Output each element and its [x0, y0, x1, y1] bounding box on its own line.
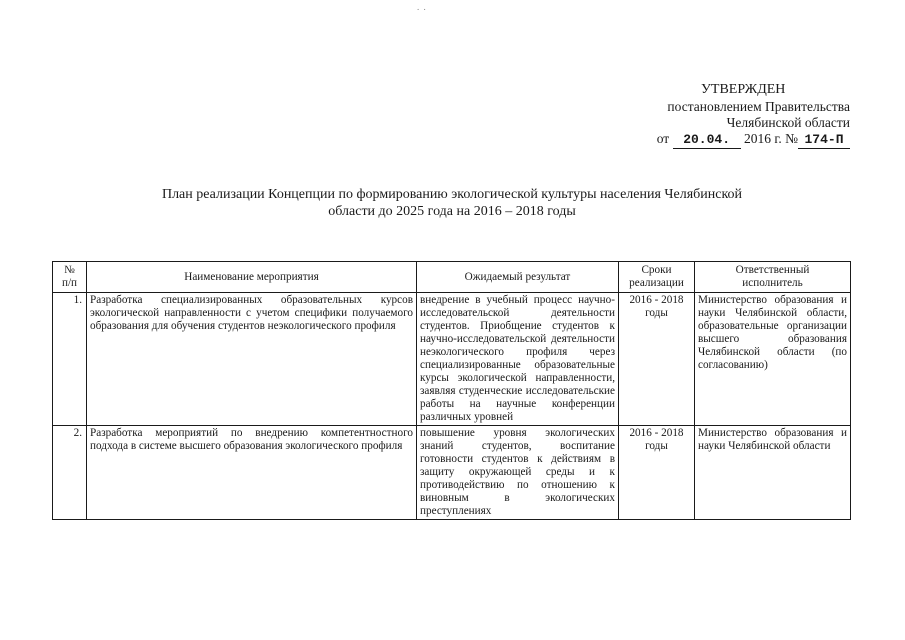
header-executor: Ответственный исполнитель [695, 262, 851, 293]
approval-stamp [600, 82, 850, 149]
row-name: Разработка специализированных образовательных курсов экологической направленности с учетом специфики получаемого образования для обучения студентов неэкологического профиля [87, 293, 417, 426]
header-name: Наименование мероприятия [87, 262, 417, 293]
row-name: Разработка мероприятий по внедрению компетентностного подхода в системе высшего образования экологического профиля [87, 426, 417, 520]
document-title-line-2: области до 2025 года на 2016 – 2018 годы [328, 204, 576, 219]
header-num: № п/п [53, 262, 87, 293]
header-terms: Сроки реализации [619, 262, 695, 293]
row-executor: Министерство образования и науки Челябинской области, образовательные организации высшего образования Челябинской области (по согласованию) [695, 293, 851, 426]
approval-date-line [600, 131, 850, 149]
approval-date-value: 20.04. [673, 132, 741, 149]
scan-artifact: . . [417, 2, 427, 12]
row-terms: 2016 - 2018 годы [619, 293, 695, 426]
approval-number-value: 174-П [798, 132, 850, 149]
document-title [100, 186, 804, 220]
header-result: Ожидаемый результат [417, 262, 619, 293]
table-header-row [53, 262, 851, 293]
approval-line-1: постановлением Правительства [667, 99, 850, 114]
row-num: 1. [53, 293, 87, 426]
approval-heading: УТВЕРЖДЕН [701, 82, 786, 97]
row-terms: 2016 - 2018 годы [619, 426, 695, 520]
table-row [53, 293, 851, 426]
row-num: 2. [53, 426, 87, 520]
approval-line-2: Челябинской области [726, 115, 850, 130]
row-result: повышение уровня экологических знаний студентов, воспитание готовности студентов к действиям в защиту окружающей среды и к противодействию по отношению к виновным в экологических преступлениях [417, 426, 619, 520]
row-executor: Министерство образования и науки Челябинской области [695, 426, 851, 520]
plan-table [52, 261, 851, 520]
row-result: внедрение в учебный процесс научно-исследовательской деятельности студентов. Приобщение студентов к научно-исследовательской деятельности неэкологического профиля через специализированные образовательные курсы экологической направленности, заявляя студенческие исследовательские работы на научные конференции различных уровней [417, 293, 619, 426]
approval-date-suffix: 2016 г. № [740, 131, 798, 146]
document-title-line-1: План реализации Концепции по формированию экологической культуры населения Челябинской [161, 187, 743, 202]
approval-date-prefix: от [656, 131, 670, 146]
table-row [53, 426, 851, 520]
